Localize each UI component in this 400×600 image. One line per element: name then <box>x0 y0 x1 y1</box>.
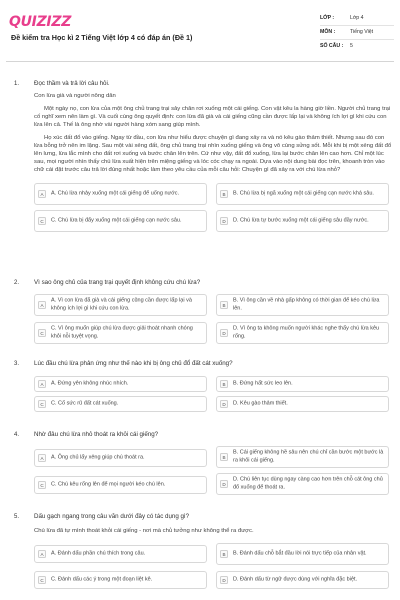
option-text: A. Chú lừa nhảy xuống một cái giếng để uống nước. <box>51 190 180 197</box>
option-a[interactable] <box>34 449 207 467</box>
option-c[interactable] <box>34 571 207 589</box>
meta-value: Tiếng Việt <box>350 28 374 35</box>
option-letter: D <box>220 480 228 488</box>
option-d[interactable] <box>216 210 389 232</box>
option-text: D. Chú liên tục dùng ngay càng cao hơn trên chỗ cát ông chủ đổ xuống để thoát ra. <box>233 476 383 491</box>
option-letter: A <box>38 301 46 309</box>
option-a[interactable] <box>34 294 207 316</box>
option-c[interactable] <box>34 396 207 412</box>
option-letter: C <box>38 481 46 489</box>
option-letter: A <box>38 550 46 558</box>
option-text: B. Vì ông cần về nhà gấp không có thời gian để kéo chú lừa lên. <box>233 297 380 312</box>
passage-paragraph: Một ngày nọ, con lừa của một ông chủ trang trại sảy chân rơi xuống một cái giếng. Con vật kêu la hàng giờ liền. Người chủ trang trại cố nghĩ xem nên làm gì. Và cuối cùng ông quyết định: con lừa đã già và cái giếng cũng cần được lấp lại và không ích lợi gì khi cứu con lừa lên cả. Thế là ông nhờ vài người hàng xóm sang giúp mình. <box>34 106 391 129</box>
option-letter: D <box>220 217 228 225</box>
meta-panel <box>320 12 394 54</box>
header-divider <box>6 61 394 62</box>
passage-paragraph: Họ xúc đất đổ vào giếng. Ngay từ đầu, con lừa như hiểu được chuyện gì đang xảy ra và nó kêu gào thảm thiết. Nhưng sau đó con lừa bỗng trở nên im lặng. Sau một vài xẻng đất, ông chủ trang trại nhìn xuống giếng và ông vô cùng sửng sốt. Mỗi khi bị một xẻng đất đổ lên lưng, lừa lắc mình cho đất rơi xuống và bước chân lên trên. Cứ như vậy, đất đổ xuống, lừa lại bước chân lên cao hơn. Chỉ một lúc sau, mọi người nhìn thấy chú lừa xuất hiện trên miệng giếng và lóc cóc chạy ra ngoài. Dựa vào nội dung bài đọc trên, khoanh tròn vào chữ cái đặt trước câu trả lời đúng nhất hoặc làm theo yêu cầu của mỗi câu hỏi: Chuyện gì đã xảy ra với chú lừa nhỏ? <box>34 135 392 174</box>
option-d[interactable] <box>216 322 389 344</box>
meta-value: Lớp 4 <box>350 14 364 21</box>
option-text: A. Đánh dấu phần chú thích trong câu. <box>51 550 146 557</box>
meta-key: MÔN : <box>320 28 336 35</box>
option-d[interactable] <box>216 473 389 495</box>
question-text: Vì sao ông chủ của trang trại quyết định không cứu chú lừa? <box>34 279 201 286</box>
option-d[interactable] <box>216 571 389 589</box>
meta-key: LỚP : <box>320 14 335 21</box>
options-grid <box>34 294 392 346</box>
option-b[interactable] <box>216 376 389 392</box>
option-letter: B <box>220 550 228 558</box>
question-number: 2. <box>14 280 20 286</box>
question-text: Dấu gạch ngang trong câu văn dưới đây có tác dụng gì? <box>34 513 190 520</box>
option-letter: C <box>38 400 46 408</box>
option-c[interactable] <box>34 476 207 494</box>
option-letter: C <box>38 329 46 337</box>
options-grid <box>34 446 392 502</box>
question-number: 5. <box>14 514 20 520</box>
options-grid <box>34 543 392 595</box>
option-b[interactable] <box>216 294 389 316</box>
question-number: 3. <box>14 361 20 367</box>
option-letter: D <box>220 400 228 408</box>
option-letter: B <box>220 301 228 309</box>
question-number: 1. <box>14 81 20 87</box>
option-b[interactable] <box>216 543 389 565</box>
option-letter: C <box>38 576 46 584</box>
meta-value: 5 <box>350 43 353 50</box>
options-grid <box>34 376 392 418</box>
option-letter: D <box>220 329 228 337</box>
option-text: C. Cố sức rũ đất cát xuống. <box>51 400 119 407</box>
option-c[interactable] <box>34 210 207 232</box>
question-sentence: Chú lừa đã tự mình thoát khỏi cái giếng - nơi mà chủ tưởng như không thể ra được. <box>34 528 254 535</box>
option-letter: A <box>38 454 46 462</box>
option-text: A. Ông chủ lấy xẻng giúp chú thoát ra. <box>51 454 145 461</box>
meta-row-subject <box>320 26 394 40</box>
option-text: D. Đánh dấu từ ngữ được dùng với nghĩa đặc biệt. <box>233 576 358 583</box>
option-text: C. Đánh dấu các ý trong một đoạn liệt kê. <box>51 576 153 583</box>
option-text: B. Chú lừa bị ngã xuống một cái giếng cạn nước khá sâu. <box>233 190 374 197</box>
option-text: D. Vì ông ta không muốn người khác nghe thấy chú lừa kêu rống. <box>233 325 380 340</box>
question-4 <box>14 431 392 503</box>
option-letter: B <box>220 190 228 198</box>
option-a[interactable] <box>34 376 207 392</box>
option-letter: B <box>220 453 228 461</box>
option-a[interactable] <box>34 183 207 205</box>
option-text: B. Cái giếng không hề sâu nên chú chỉ cần bước một bước là ra khỏi cái giếng. <box>233 449 384 464</box>
question-number: 4. <box>14 432 20 438</box>
option-text: A. Đứng yên không nhúc nhích. <box>51 380 129 387</box>
option-text: C. Chú kêu rống lên để mọi người kéo chú lên. <box>51 481 166 488</box>
option-c[interactable] <box>34 322 207 344</box>
option-text: A. Vì con lừa đã già và cái giếng cũng cần được lấp lại và không ích lợi gì khi cứu con lừa. <box>51 297 192 312</box>
question-3 <box>14 360 392 420</box>
option-a[interactable] <box>34 545 207 563</box>
option-text: C. Vì ông muốn giúp chú lừa được giải thoát nhanh chóng khỏi nỗi tuyệt vọng. <box>51 325 193 340</box>
passage-title: Con lừa già và người nông dân <box>34 93 116 100</box>
option-b[interactable] <box>216 183 389 205</box>
meta-key: SỐ CÂU : <box>320 43 344 50</box>
option-d[interactable] <box>216 396 389 412</box>
meta-row-class <box>320 12 394 26</box>
option-letter: C <box>38 217 46 225</box>
question-5 <box>14 513 392 597</box>
option-letter: A <box>38 190 46 198</box>
option-letter: D <box>220 576 228 584</box>
question-2 <box>14 279 392 351</box>
page-title: Đề kiểm tra Học kì 2 Tiếng Việt lớp 4 có đáp án (Đề 1) <box>11 33 193 42</box>
option-letter: B <box>220 380 228 388</box>
question-text: Đọc thầm và trả lời câu hỏi. <box>34 80 110 87</box>
option-text: C. Chú lừa bị đẩy xuống một cái giếng cạn nước sâu. <box>51 217 182 224</box>
question-text: Nhờ đâu chú lừa nhỏ thoát ra khỏi cái giếng? <box>34 431 159 438</box>
option-b[interactable] <box>216 446 389 468</box>
option-text: B. Đánh dấu chỗ bắt đầu lời nói trực tiếp của nhân vật. <box>233 550 367 557</box>
quizizz-logo: QUIZIZZ <box>9 14 72 30</box>
question-text: Lúc đầu chú lừa phản ứng như thế nào khi bị ông chủ đổ đất cát xuống? <box>34 360 233 367</box>
option-text: D. Kêu gào thảm thiết. <box>233 400 288 407</box>
options-grid <box>34 183 392 235</box>
option-letter: A <box>38 380 46 388</box>
meta-row-count <box>320 40 394 54</box>
question-1 <box>14 80 392 270</box>
option-text: D. Chú lừa tự bước xuống một cái giếng sâu đầy nước. <box>233 217 369 224</box>
option-text: B. Đứng hất sức leo lên. <box>233 380 293 387</box>
